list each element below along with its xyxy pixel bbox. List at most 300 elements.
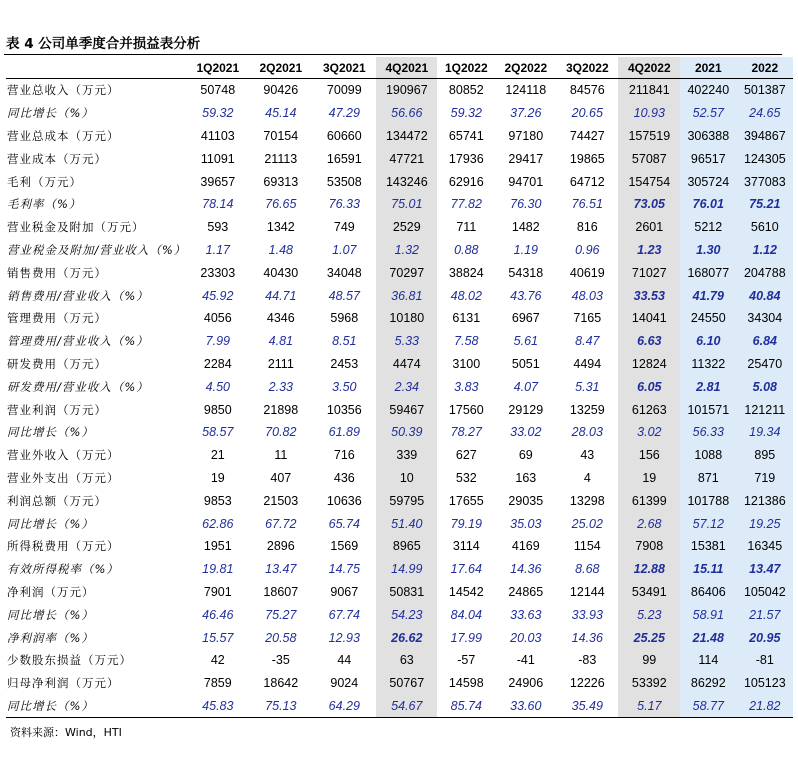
value-cell: 5610	[736, 216, 793, 239]
value-cell: 99	[618, 649, 680, 672]
value-cell: 86292	[680, 672, 736, 695]
value-cell: 80852	[448, 83, 484, 98]
header-row	[6, 57, 793, 79]
value-cell: 17560	[448, 402, 484, 417]
value-cell: 12824	[618, 353, 680, 376]
row-label: 净利润（万元）	[7, 584, 95, 599]
value-cell: 40.84	[736, 284, 793, 307]
value-cell: 35.03	[510, 516, 542, 531]
value-cell: 94701	[508, 174, 544, 189]
value-cell: 711	[456, 220, 477, 235]
value-cell: 20.03	[510, 630, 542, 645]
value-cell: 6967	[511, 311, 540, 326]
value-cell: 134472	[376, 125, 437, 148]
value-cell: 19865	[569, 151, 605, 166]
value-cell: 56.66	[376, 102, 437, 125]
value-cell: 61399	[618, 489, 680, 512]
value-cell: 38824	[448, 265, 484, 280]
value-cell: 33.02	[510, 425, 542, 440]
value-cell: 33.93	[571, 607, 603, 622]
value-cell: -57	[457, 653, 476, 668]
column-header: 1Q2021	[186, 57, 249, 79]
value-cell: 45.92	[202, 288, 234, 303]
value-cell: 21898	[263, 402, 299, 417]
value-cell: 1.30	[680, 239, 736, 262]
value-cell: 1088	[680, 444, 736, 467]
value-cell: 8.51	[332, 334, 357, 349]
value-cell: 26.62	[376, 626, 437, 649]
value-cell: 16345	[736, 535, 793, 558]
value-cell: 105123	[736, 672, 793, 695]
value-cell: 1569	[330, 539, 359, 554]
value-cell: 69	[518, 448, 533, 463]
value-cell: 58.91	[680, 603, 736, 626]
value-cell: 17655	[448, 493, 484, 508]
value-cell: 65.74	[328, 516, 360, 531]
value-cell: 57087	[618, 147, 680, 170]
value-cell: 20.65	[571, 106, 603, 121]
value-cell: 593	[207, 220, 229, 235]
value-cell: 33.60	[495, 695, 556, 718]
value-cell: 13.47	[736, 558, 793, 581]
table-row	[6, 558, 793, 581]
row-label: 营业税金及附加（万元）	[7, 220, 145, 235]
value-cell: 12.88	[618, 558, 680, 581]
column-header: 4Q2021	[376, 57, 437, 79]
value-cell: 163	[515, 470, 537, 485]
value-cell: 2453	[330, 356, 359, 371]
value-cell: 42	[210, 653, 225, 668]
value-cell: 11091	[200, 151, 235, 166]
value-cell: 21113	[264, 151, 298, 166]
row-label: 所得税费用（万元）	[7, 539, 120, 554]
value-cell: 10356	[326, 402, 362, 417]
value-cell: 3114	[452, 539, 480, 554]
table-row	[6, 649, 793, 672]
value-cell: 5.31	[575, 379, 600, 394]
value-cell: 57.12	[680, 512, 736, 535]
value-cell: 76.33	[328, 197, 360, 212]
row-label: 利润总额（万元）	[7, 493, 107, 508]
value-cell: 39657	[200, 174, 236, 189]
row-label: 销售费用/营业收入（%）	[7, 288, 149, 303]
value-cell: 52.57	[680, 102, 736, 125]
row-label: 营业总收入（万元）	[7, 83, 120, 98]
table-row	[6, 330, 793, 353]
row-label: 营业总成本（万元）	[7, 128, 120, 143]
value-cell: 18607	[263, 584, 299, 599]
value-cell: -35	[271, 653, 290, 668]
value-cell: 394867	[736, 125, 793, 148]
value-cell: 7.58	[454, 334, 479, 349]
value-cell: 44	[337, 653, 352, 668]
value-cell: 47721	[376, 147, 437, 170]
value-cell: 48.57	[328, 288, 360, 303]
table-row	[6, 353, 793, 376]
value-cell: 14.36	[510, 562, 542, 577]
value-cell: 0.96	[575, 242, 600, 257]
value-cell: 13259	[569, 402, 605, 417]
row-label: 有效所得税率（%）	[7, 562, 119, 577]
value-cell: 101788	[680, 489, 736, 512]
value-cell: 40619	[569, 265, 605, 280]
value-cell: 14.99	[376, 558, 437, 581]
value-cell: 70154	[263, 128, 299, 143]
value-cell: 627	[455, 448, 477, 463]
value-cell: 10180	[376, 307, 437, 330]
value-cell: 40430	[263, 265, 299, 280]
value-cell: 43.76	[510, 288, 542, 303]
value-cell: 85.74	[437, 695, 495, 718]
value-cell: 70099	[326, 83, 362, 98]
table-row	[6, 603, 793, 626]
value-cell: 50767	[376, 672, 437, 695]
value-cell: 76.01	[680, 193, 736, 216]
value-cell: 35.49	[556, 695, 618, 718]
value-cell: 50748	[200, 83, 236, 98]
value-cell: 29129	[508, 402, 544, 417]
value-cell: 4.81	[268, 334, 293, 349]
value-cell: 63	[376, 649, 437, 672]
value-cell: 6.84	[736, 330, 793, 353]
value-cell: 9067	[330, 584, 359, 599]
value-cell: 1.23	[618, 239, 680, 262]
value-cell: 18642	[263, 676, 299, 691]
value-cell: 24550	[680, 307, 736, 330]
value-cell: 54.23	[376, 603, 437, 626]
value-cell: 12226	[569, 676, 605, 691]
value-cell: 7859	[203, 676, 232, 691]
value-cell: 90426	[263, 83, 299, 98]
value-cell: 10636	[326, 493, 362, 508]
value-cell: 45.83	[186, 695, 249, 718]
value-cell: 19.25	[736, 512, 793, 535]
value-cell: 33.53	[618, 284, 680, 307]
value-cell: 1.19	[513, 242, 538, 257]
value-cell: 33.63	[510, 607, 542, 622]
table-row	[6, 147, 793, 170]
value-cell: 407	[270, 470, 292, 485]
row-label: 营业外收入（万元）	[7, 448, 120, 463]
value-cell: 2.68	[618, 512, 680, 535]
value-cell: 48.02	[450, 288, 482, 303]
value-cell: 5212	[680, 216, 736, 239]
value-cell: 34048	[326, 265, 362, 280]
table-row	[6, 421, 793, 444]
value-cell: 21.82	[736, 695, 793, 718]
row-label: 营业税金及附加/营业收入（%）	[7, 242, 187, 257]
value-cell: 50831	[376, 581, 437, 604]
value-cell: 124118	[505, 83, 547, 98]
value-cell: 67.74	[328, 607, 360, 622]
value-cell: 75.01	[376, 193, 437, 216]
value-cell: 2529	[376, 216, 437, 239]
table-row	[6, 535, 793, 558]
table-row	[6, 375, 793, 398]
table-row	[6, 102, 793, 125]
value-cell: 75.21	[736, 193, 793, 216]
value-cell: 59.32	[202, 106, 234, 121]
value-cell: 48.03	[571, 288, 603, 303]
income-statement-table	[6, 57, 793, 718]
value-cell: 6.05	[618, 375, 680, 398]
value-cell: 15.11	[680, 558, 736, 581]
value-cell: -81	[736, 649, 793, 672]
table-row	[6, 125, 793, 148]
value-cell: 12.93	[328, 630, 360, 645]
value-cell: 2.81	[680, 375, 736, 398]
value-cell: 5.33	[376, 330, 437, 353]
value-cell: 6.10	[680, 330, 736, 353]
value-cell: 59.32	[450, 106, 482, 121]
column-header: 2022	[736, 57, 793, 79]
value-cell: 5.23	[618, 603, 680, 626]
row-label: 营业外支出（万元）	[7, 470, 120, 485]
value-cell: 53392	[618, 672, 680, 695]
value-cell: 501387	[736, 79, 793, 102]
value-cell: 4346	[266, 311, 295, 326]
row-label: 研发费用（万元）	[7, 356, 107, 371]
value-cell: 749	[333, 220, 355, 235]
table-row	[6, 695, 793, 718]
value-cell: 97180	[508, 128, 544, 143]
value-cell: 168077	[680, 261, 736, 284]
value-cell: 716	[333, 448, 355, 463]
value-cell: 156	[618, 444, 680, 467]
row-label: 归母净利润（万元）	[7, 676, 120, 691]
value-cell: 871	[680, 467, 736, 490]
value-cell: 8965	[376, 535, 437, 558]
table-body	[6, 79, 793, 718]
value-cell: 211841	[618, 79, 680, 102]
value-cell: 70297	[376, 261, 437, 284]
value-cell: 1.12	[736, 239, 793, 262]
value-cell: 59795	[376, 489, 437, 512]
value-cell: 74427	[569, 128, 605, 143]
table-row	[6, 79, 793, 102]
value-cell: 67.72	[265, 516, 297, 531]
value-cell: 4169	[511, 539, 540, 554]
value-cell: 64.29	[312, 695, 376, 718]
value-cell: 436	[333, 470, 355, 485]
row-label: 销售费用（万元）	[7, 265, 107, 280]
table-row	[6, 398, 793, 421]
row-label: 毛利率（%）	[7, 197, 82, 212]
value-cell: 204788	[736, 261, 793, 284]
column-header: 3Q2022	[556, 57, 618, 79]
value-cell: 5051	[511, 356, 540, 371]
value-cell: 44.71	[265, 288, 297, 303]
value-cell: 101571	[680, 398, 736, 421]
value-cell: 339	[376, 444, 437, 467]
value-cell: 7908	[618, 535, 680, 558]
value-cell: 1482	[511, 220, 540, 235]
value-cell: 121211	[736, 398, 793, 421]
value-cell: 25.02	[571, 516, 603, 531]
value-cell: 6131	[452, 311, 481, 326]
column-header: 1Q2022	[437, 57, 495, 79]
value-cell: 59467	[376, 398, 437, 421]
value-cell: 86406	[680, 581, 736, 604]
value-cell: 84.04	[450, 607, 482, 622]
value-cell: 377083	[736, 170, 793, 193]
value-cell: 1.48	[268, 242, 293, 257]
value-cell: 20.58	[265, 630, 297, 645]
value-cell: 17.64	[450, 562, 482, 577]
value-cell: 305724	[680, 170, 736, 193]
value-cell: 1154	[573, 539, 601, 554]
value-cell: 816	[576, 220, 598, 235]
value-cell: 73.05	[618, 193, 680, 216]
value-cell: 190967	[376, 79, 437, 102]
table-row	[6, 284, 793, 307]
value-cell: 54.67	[376, 695, 437, 718]
value-cell: 3.83	[454, 379, 479, 394]
value-cell: 9024	[330, 676, 359, 691]
value-cell: -83	[578, 653, 597, 668]
value-cell: 6.63	[618, 330, 680, 353]
row-label: 管理费用/营业收入（%）	[7, 334, 149, 349]
value-cell: 1342	[266, 220, 295, 235]
value-cell: 19.81	[202, 562, 234, 577]
value-cell: 78.27	[450, 425, 482, 440]
value-cell: 61263	[618, 398, 680, 421]
column-header: 3Q2021	[312, 57, 376, 79]
table-row	[6, 512, 793, 535]
table-row	[6, 672, 793, 695]
table-row	[6, 239, 793, 262]
row-label: 净利润率（%）	[7, 630, 94, 645]
value-cell: 1.32	[376, 239, 437, 262]
value-cell: 41103	[200, 128, 235, 143]
value-cell: 14542	[448, 584, 484, 599]
value-cell: 16591	[326, 151, 362, 166]
value-cell: 58.77	[680, 695, 736, 718]
value-cell: 143246	[376, 170, 437, 193]
value-cell: 14598	[448, 676, 484, 691]
table-row	[6, 261, 793, 284]
value-cell: 4	[583, 470, 591, 485]
value-cell: 2111	[267, 356, 294, 371]
value-cell: 61.89	[328, 425, 360, 440]
source-note: 资料来源：Wind，HTI	[10, 726, 122, 739]
value-cell: 114	[680, 649, 736, 672]
row-label: 毛利（万元）	[7, 174, 82, 189]
value-cell: 77.82	[450, 197, 482, 212]
value-cell: 3100	[452, 356, 481, 371]
value-cell: 9853	[203, 493, 232, 508]
value-cell: 5.08	[736, 375, 793, 398]
value-cell: 25470	[736, 353, 793, 376]
value-cell: 7901	[203, 584, 232, 599]
row-label: 营业成本（万元）	[7, 151, 107, 166]
table-row	[6, 467, 793, 490]
value-cell: 43	[580, 448, 595, 463]
value-cell: 13298	[569, 493, 605, 508]
value-cell: 47.29	[328, 106, 360, 121]
value-cell: 21.57	[736, 603, 793, 626]
value-cell: 58.57	[202, 425, 234, 440]
value-cell: 84576	[569, 83, 605, 98]
value-cell: 75.27	[265, 607, 297, 622]
value-cell: 15.57	[202, 630, 234, 645]
value-cell: 719	[736, 467, 793, 490]
value-cell: 76.51	[571, 197, 603, 212]
value-cell: 2.33	[268, 379, 293, 394]
table-row	[6, 489, 793, 512]
value-cell: 54318	[508, 265, 544, 280]
value-cell: 53491	[618, 581, 680, 604]
value-cell: 37.26	[510, 106, 542, 121]
value-cell: 29035	[508, 493, 544, 508]
value-cell: 46.46	[202, 607, 234, 622]
value-cell: 96517	[680, 147, 736, 170]
value-cell: 62916	[448, 174, 484, 189]
value-cell: 79.19	[450, 516, 482, 531]
value-cell: 9850	[203, 402, 232, 417]
value-cell: 41.79	[680, 284, 736, 307]
value-cell: 10.93	[618, 102, 680, 125]
row-label: 同比增长（%）	[7, 106, 94, 121]
table-row	[6, 307, 793, 330]
value-cell: 78.14	[202, 197, 234, 212]
value-cell: 2896	[266, 539, 295, 554]
value-cell: 21.48	[680, 626, 736, 649]
value-cell: 13.47	[265, 562, 297, 577]
value-cell: 69313	[263, 174, 299, 189]
value-cell: 5968	[330, 311, 359, 326]
value-cell: 2601	[618, 216, 680, 239]
value-cell: 10	[376, 467, 437, 490]
value-cell: 17936	[448, 151, 484, 166]
title-rule	[4, 54, 782, 55]
value-cell: 11322	[680, 353, 736, 376]
value-cell: 19	[210, 470, 225, 485]
value-cell: 4494	[573, 356, 602, 371]
table-row	[6, 626, 793, 649]
value-cell: 105042	[736, 581, 793, 604]
row-label: 同比增长（%）	[7, 516, 94, 531]
value-cell: 28.03	[571, 425, 603, 440]
value-cell: 1.17	[205, 242, 230, 257]
value-cell: 19	[618, 467, 680, 490]
value-cell: 76.65	[265, 197, 297, 212]
value-cell: 71027	[618, 261, 680, 284]
table-row	[6, 170, 793, 193]
value-cell: 36.81	[376, 284, 437, 307]
value-cell: 76.30	[510, 197, 542, 212]
value-cell: 15381	[680, 535, 736, 558]
value-cell: 1.07	[332, 242, 357, 257]
value-cell: 45.14	[265, 106, 297, 121]
row-label: 同比增长（%）	[7, 607, 94, 622]
value-cell: 532	[455, 470, 477, 485]
value-cell: 62.86	[202, 516, 234, 531]
value-cell: 124305	[736, 147, 793, 170]
value-cell: 20.95	[736, 626, 793, 649]
value-cell: 3.02	[618, 421, 680, 444]
value-cell: 24906	[508, 676, 544, 691]
value-cell: 25.25	[618, 626, 680, 649]
value-cell: 29417	[508, 151, 544, 166]
value-cell: 21503	[263, 493, 299, 508]
row-label: 同比增长（%）	[6, 695, 186, 718]
value-cell: 157519	[618, 125, 680, 148]
value-cell: 23303	[200, 265, 236, 280]
value-cell: 3.50	[332, 379, 357, 394]
value-cell: 75.13	[249, 695, 312, 718]
value-cell: 1951	[203, 539, 232, 554]
